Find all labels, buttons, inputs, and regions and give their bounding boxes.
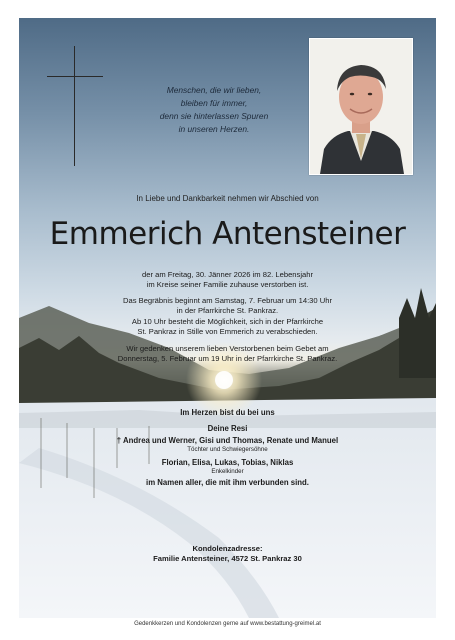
death-notice-line: im Kreise seiner Familie zuhause verstorben ist. <box>146 280 309 290</box>
prayer-details <box>19 344 436 365</box>
memorial-verse <box>129 84 299 136</box>
grandchildren-names: Florian, Elisa, Lukas, Tobias, Niklas <box>161 458 294 467</box>
footer-note: Gedenkkerzen und Kondolenzen gerne auf www.bestattung-greimel.at <box>134 621 321 627</box>
deceased-name: Emmerich Antensteiner <box>49 216 406 252</box>
condolence-address-text: Familie Antensteiner, 4572 St. Pankraz 30 <box>153 554 302 563</box>
verse-line: denn sie hinterlassen Spuren <box>159 111 269 121</box>
cross-icon-bar <box>47 76 103 77</box>
heart-line: Im Herzen bist du bei uns <box>180 408 275 417</box>
obituary-card <box>19 18 436 618</box>
funeral-details <box>19 296 436 338</box>
closing-line: im Namen aller, die mit ihm verbunden sind. <box>146 478 309 487</box>
condolence-address <box>19 544 436 564</box>
children-names: † Andrea und Werner, Gisi und Thomas, Renate und Manuel <box>116 436 339 445</box>
portrait-photo <box>309 38 413 175</box>
funeral-line: St. Pankraz in Stille von Emmerich zu verabschieden. <box>137 327 318 337</box>
condolence-title: Kondolenzadresse: <box>192 544 263 553</box>
mourner-grandchildren <box>19 458 436 475</box>
verse-line: in unseren Herzen. <box>178 124 250 134</box>
verse-line: Menschen, die wir lieben, <box>166 85 262 95</box>
funeral-line: Ab 10 Uhr besteht die Möglichkeit, sich in der Pfarrkirche <box>131 316 324 326</box>
mourner-wife <box>19 424 436 434</box>
funeral-line: in der Pfarrkirche St. Pankraz. <box>176 306 279 316</box>
grandchildren-label: Enkelkinder <box>211 468 244 475</box>
death-notice-line: der am Freitag, 30. Jänner 2026 im 82. Lebensjahr <box>142 270 313 279</box>
funeral-line: Das Begräbnis beginnt am Samstag, 7. Februar um 14:30 Uhr <box>123 296 332 305</box>
mourner-children <box>19 436 436 453</box>
death-notice <box>19 270 436 291</box>
prayer-line: Wir gedenken unserem lieben Verstorbenen beim Gebet am <box>126 344 329 353</box>
cross-icon <box>74 46 75 166</box>
prayer-line: Donnerstag, 5. Februar um 19 Uhr in der Pfarrkirche St. Pankraz. <box>117 354 338 364</box>
children-label: Töchter und Schwiegersöhne <box>187 446 268 453</box>
farewell-intro: In Liebe und Dankbarkeit nehmen wir Abschied von <box>136 194 319 203</box>
wife-name: Deine Resi <box>207 424 248 433</box>
verse-line: bleiben für immer, <box>180 98 248 108</box>
